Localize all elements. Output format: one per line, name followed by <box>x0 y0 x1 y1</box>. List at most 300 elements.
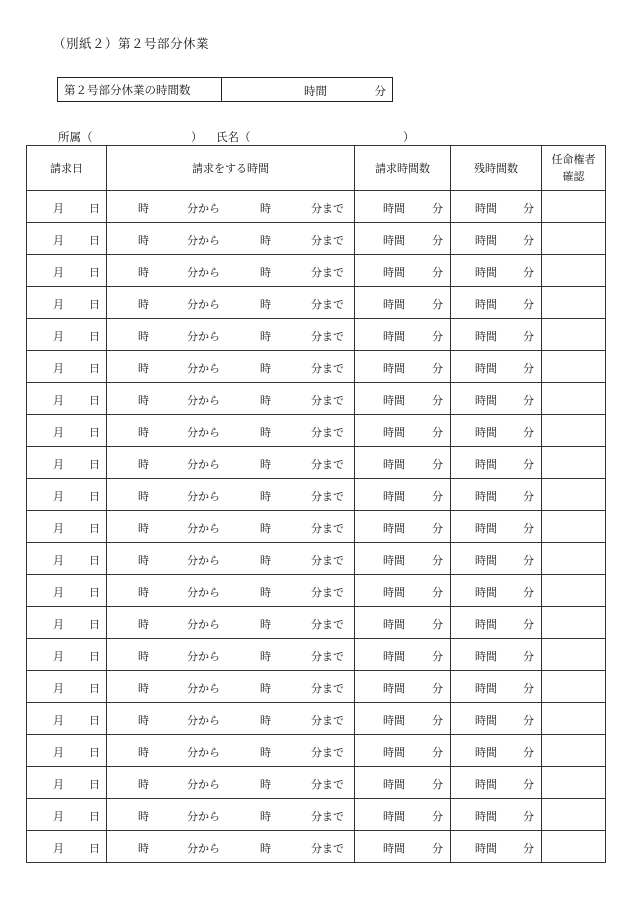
request-hours-unit: 時間 <box>383 586 405 599</box>
summary-box <box>57 77 393 102</box>
request-time-cell[interactable] <box>107 415 355 447</box>
request-time-cell[interactable] <box>107 447 355 479</box>
day-unit: 日 <box>89 586 100 599</box>
confirm-cell[interactable] <box>542 703 606 735</box>
request-minutes-unit: 分 <box>432 458 443 471</box>
request-date-cell[interactable] <box>27 735 107 767</box>
month-unit: 月 <box>53 842 64 855</box>
request-hours-cell[interactable] <box>355 607 451 639</box>
end-minute-unit: 分まで <box>311 554 344 567</box>
remaining-minutes-unit: 分 <box>523 618 534 631</box>
start-minute-unit: 分から <box>187 778 220 791</box>
request-minutes-unit: 分 <box>432 266 443 279</box>
confirm-cell[interactable] <box>542 223 606 255</box>
remaining-minutes-unit: 分 <box>523 682 534 695</box>
header-request-hours: 請求時間数 <box>355 146 451 191</box>
start-minute-unit: 分から <box>187 682 220 695</box>
month-unit: 月 <box>53 586 64 599</box>
remaining-hours-unit: 時間 <box>475 458 497 471</box>
request-time-cell[interactable] <box>107 383 355 415</box>
request-date-cell[interactable] <box>27 511 107 543</box>
confirm-cell[interactable] <box>542 479 606 511</box>
end-hour-unit: 時 <box>260 810 271 823</box>
remaining-hours-unit: 時間 <box>475 234 497 247</box>
request-hours-cell[interactable] <box>355 703 451 735</box>
request-date-cell[interactable] <box>27 319 107 351</box>
start-hour-unit: 時 <box>138 330 149 343</box>
remaining-hours-cell[interactable] <box>451 703 542 735</box>
month-unit: 月 <box>53 554 64 567</box>
end-minute-unit: 分まで <box>311 234 344 247</box>
request-hours-cell[interactable] <box>355 735 451 767</box>
request-hours-cell[interactable] <box>355 415 451 447</box>
request-hours-cell[interactable] <box>355 671 451 703</box>
remaining-hours-unit: 時間 <box>475 426 497 439</box>
request-hours-cell[interactable] <box>355 255 451 287</box>
confirm-cell[interactable] <box>542 671 606 703</box>
request-time-cell[interactable] <box>107 671 355 703</box>
remaining-hours-unit: 時間 <box>475 554 497 567</box>
start-minute-unit: 分から <box>187 362 220 375</box>
request-date-cell[interactable] <box>27 255 107 287</box>
confirm-cell[interactable] <box>542 383 606 415</box>
request-hours-unit: 時間 <box>383 522 405 535</box>
table-row <box>27 383 606 415</box>
remaining-hours-unit: 時間 <box>475 522 497 535</box>
end-minute-unit: 分まで <box>311 394 344 407</box>
request-date-cell[interactable] <box>27 767 107 799</box>
request-date-cell[interactable] <box>27 639 107 671</box>
request-time-cell[interactable] <box>107 511 355 543</box>
month-unit: 月 <box>53 746 64 759</box>
table-row <box>27 415 606 447</box>
day-unit: 日 <box>89 362 100 375</box>
summary-minutes-unit: 分 <box>374 84 386 98</box>
remaining-minutes-unit: 分 <box>523 330 534 343</box>
month-unit: 月 <box>53 458 64 471</box>
remaining-minutes-unit: 分 <box>523 554 534 567</box>
end-hour-unit: 時 <box>260 266 271 279</box>
confirm-cell[interactable] <box>542 287 606 319</box>
start-minute-unit: 分から <box>187 490 220 503</box>
remaining-hours-cell[interactable] <box>451 383 542 415</box>
remaining-hours-cell[interactable] <box>451 543 542 575</box>
end-minute-unit: 分まで <box>311 810 344 823</box>
table-row <box>27 767 606 799</box>
request-hours-cell[interactable] <box>355 543 451 575</box>
remaining-hours-cell[interactable] <box>451 767 542 799</box>
request-hours-cell[interactable] <box>355 351 451 383</box>
remaining-hours-unit: 時間 <box>475 714 497 727</box>
day-unit: 日 <box>89 746 100 759</box>
request-minutes-unit: 分 <box>432 810 443 823</box>
request-time-cell[interactable] <box>107 319 355 351</box>
start-hour-unit: 時 <box>138 458 149 471</box>
request-hours-unit: 時間 <box>383 298 405 311</box>
confirm-cell[interactable] <box>542 831 606 863</box>
remaining-hours-cell[interactable] <box>451 255 542 287</box>
remaining-minutes-unit: 分 <box>523 810 534 823</box>
table-row <box>27 799 606 831</box>
start-minute-unit: 分から <box>187 810 220 823</box>
start-hour-unit: 時 <box>138 298 149 311</box>
request-time-cell[interactable] <box>107 191 355 223</box>
start-hour-unit: 時 <box>138 618 149 631</box>
start-hour-unit: 時 <box>138 746 149 759</box>
end-hour-unit: 時 <box>260 714 271 727</box>
confirm-cell[interactable] <box>542 351 606 383</box>
start-minute-unit: 分から <box>187 746 220 759</box>
start-hour-unit: 時 <box>138 810 149 823</box>
request-time-cell[interactable] <box>107 223 355 255</box>
request-hours-cell[interactable] <box>355 223 451 255</box>
day-unit: 日 <box>89 458 100 471</box>
remaining-minutes-unit: 分 <box>523 266 534 279</box>
end-minute-unit: 分まで <box>311 426 344 439</box>
request-hours-unit: 時間 <box>383 554 405 567</box>
request-date-cell[interactable] <box>27 703 107 735</box>
day-unit: 日 <box>89 202 100 215</box>
table-row <box>27 191 606 223</box>
day-unit: 日 <box>89 650 100 663</box>
start-minute-unit: 分から <box>187 330 220 343</box>
remaining-hours-cell[interactable] <box>451 799 542 831</box>
request-hours-unit: 時間 <box>383 458 405 471</box>
start-hour-unit: 時 <box>138 394 149 407</box>
request-hours-unit: 時間 <box>383 714 405 727</box>
start-minute-unit: 分から <box>187 618 220 631</box>
end-minute-unit: 分まで <box>311 618 344 631</box>
confirm-cell[interactable] <box>542 447 606 479</box>
month-unit: 月 <box>53 682 64 695</box>
request-minutes-unit: 分 <box>432 394 443 407</box>
day-unit: 日 <box>89 778 100 791</box>
request-hours-cell[interactable] <box>355 383 451 415</box>
confirm-cell[interactable] <box>542 575 606 607</box>
table-row <box>27 223 606 255</box>
start-minute-unit: 分から <box>187 234 220 247</box>
day-unit: 日 <box>89 682 100 695</box>
start-minute-unit: 分から <box>187 394 220 407</box>
end-minute-unit: 分まで <box>311 298 344 311</box>
table-row <box>27 479 606 511</box>
remaining-minutes-unit: 分 <box>523 458 534 471</box>
confirm-cell[interactable] <box>542 415 606 447</box>
end-hour-unit: 時 <box>260 842 271 855</box>
request-time-cell[interactable] <box>107 831 355 863</box>
end-hour-unit: 時 <box>260 586 271 599</box>
request-date-cell[interactable] <box>27 383 107 415</box>
day-unit: 日 <box>89 330 100 343</box>
start-minute-unit: 分から <box>187 650 220 663</box>
request-hours-cell[interactable] <box>355 287 451 319</box>
request-date-cell[interactable] <box>27 799 107 831</box>
request-date-cell[interactable] <box>27 479 107 511</box>
confirm-cell[interactable] <box>542 255 606 287</box>
start-minute-unit: 分から <box>187 554 220 567</box>
request-time-cell[interactable] <box>107 543 355 575</box>
request-date-cell[interactable] <box>27 191 107 223</box>
start-minute-unit: 分から <box>187 298 220 311</box>
day-unit: 日 <box>89 266 100 279</box>
remaining-hours-unit: 時間 <box>475 682 497 695</box>
request-hours-cell[interactable] <box>355 767 451 799</box>
table-row <box>27 511 606 543</box>
end-minute-unit: 分まで <box>311 842 344 855</box>
end-minute-unit: 分まで <box>311 586 344 599</box>
end-hour-unit: 時 <box>260 490 271 503</box>
affiliation-label: 所属（ <box>58 130 93 144</box>
request-hours-cell[interactable] <box>355 831 451 863</box>
remaining-hours-cell[interactable] <box>451 351 542 383</box>
start-minute-unit: 分から <box>187 522 220 535</box>
header-request-date: 請求日 <box>27 146 107 191</box>
remaining-hours-cell[interactable] <box>451 639 542 671</box>
start-hour-unit: 時 <box>138 234 149 247</box>
end-hour-unit: 時 <box>260 554 271 567</box>
remaining-hours-unit: 時間 <box>475 618 497 631</box>
remaining-hours-cell[interactable] <box>451 831 542 863</box>
header-confirm-line1: 任命権者 <box>551 153 596 166</box>
request-minutes-unit: 分 <box>432 234 443 247</box>
request-hours-unit: 時間 <box>383 202 405 215</box>
start-minute-unit: 分から <box>187 842 220 855</box>
confirm-cell[interactable] <box>542 511 606 543</box>
remaining-hours-cell[interactable] <box>451 319 542 351</box>
request-minutes-unit: 分 <box>432 330 443 343</box>
request-hours-cell[interactable] <box>355 639 451 671</box>
request-minutes-unit: 分 <box>432 522 443 535</box>
request-hours-cell[interactable] <box>355 319 451 351</box>
request-hours-cell[interactable] <box>355 479 451 511</box>
confirm-cell[interactable] <box>542 799 606 831</box>
remaining-hours-unit: 時間 <box>475 842 497 855</box>
request-hours-cell[interactable] <box>355 575 451 607</box>
remaining-hours-cell[interactable] <box>451 607 542 639</box>
request-hours-cell[interactable] <box>355 799 451 831</box>
confirm-cell[interactable] <box>542 639 606 671</box>
end-hour-unit: 時 <box>260 682 271 695</box>
request-hours-cell[interactable] <box>355 447 451 479</box>
confirm-cell[interactable] <box>542 735 606 767</box>
end-minute-unit: 分まで <box>311 714 344 727</box>
end-hour-unit: 時 <box>260 394 271 407</box>
request-minutes-unit: 分 <box>432 202 443 215</box>
remaining-hours-cell[interactable] <box>451 735 542 767</box>
day-unit: 日 <box>89 298 100 311</box>
request-date-cell[interactable] <box>27 415 107 447</box>
table-row <box>27 447 606 479</box>
request-date-cell[interactable] <box>27 575 107 607</box>
remaining-minutes-unit: 分 <box>523 522 534 535</box>
end-hour-unit: 時 <box>260 618 271 631</box>
remaining-hours-unit: 時間 <box>475 490 497 503</box>
table-row <box>27 351 606 383</box>
confirm-cell[interactable] <box>542 191 606 223</box>
month-unit: 月 <box>53 714 64 727</box>
remaining-hours-cell[interactable] <box>451 575 542 607</box>
start-minute-unit: 分から <box>187 426 220 439</box>
start-minute-unit: 分から <box>187 714 220 727</box>
start-hour-unit: 時 <box>138 586 149 599</box>
remaining-minutes-unit: 分 <box>523 650 534 663</box>
end-hour-unit: 時 <box>260 778 271 791</box>
remaining-hours-unit: 時間 <box>475 586 497 599</box>
start-minute-unit: 分から <box>187 266 220 279</box>
request-time-cell[interactable] <box>107 287 355 319</box>
end-minute-unit: 分まで <box>311 330 344 343</box>
month-unit: 月 <box>53 522 64 535</box>
request-minutes-unit: 分 <box>432 298 443 311</box>
request-minutes-unit: 分 <box>432 490 443 503</box>
name-close: ） <box>403 130 415 144</box>
remaining-hours-cell[interactable] <box>451 191 542 223</box>
header-remaining-hours: 残時間数 <box>451 146 542 191</box>
month-unit: 月 <box>53 394 64 407</box>
request-hours-unit: 時間 <box>383 426 405 439</box>
remaining-minutes-unit: 分 <box>523 234 534 247</box>
remaining-hours-unit: 時間 <box>475 394 497 407</box>
month-unit: 月 <box>53 330 64 343</box>
request-minutes-unit: 分 <box>432 426 443 439</box>
start-hour-unit: 時 <box>138 650 149 663</box>
end-minute-unit: 分まで <box>311 778 344 791</box>
request-time-cell[interactable] <box>107 575 355 607</box>
end-minute-unit: 分まで <box>311 746 344 759</box>
request-hours-cell[interactable] <box>355 511 451 543</box>
remaining-hours-cell[interactable] <box>451 287 542 319</box>
confirm-cell[interactable] <box>542 607 606 639</box>
start-hour-unit: 時 <box>138 266 149 279</box>
table-body <box>27 191 606 863</box>
end-hour-unit: 時 <box>260 234 271 247</box>
end-hour-unit: 時 <box>260 746 271 759</box>
month-unit: 月 <box>53 810 64 823</box>
request-date-cell[interactable] <box>27 671 107 703</box>
end-hour-unit: 時 <box>260 426 271 439</box>
summary-value-field[interactable] <box>222 78 392 101</box>
day-unit: 日 <box>89 842 100 855</box>
confirm-cell[interactable] <box>542 767 606 799</box>
remaining-hours-cell[interactable] <box>451 511 542 543</box>
document-title: （別紙２）第２号部分休業 <box>53 36 210 51</box>
request-hours-unit: 時間 <box>383 266 405 279</box>
start-hour-unit: 時 <box>138 202 149 215</box>
request-time-cell[interactable] <box>107 735 355 767</box>
request-hours-unit: 時間 <box>383 746 405 759</box>
end-minute-unit: 分まで <box>311 490 344 503</box>
request-date-cell[interactable] <box>27 543 107 575</box>
month-unit: 月 <box>53 202 64 215</box>
start-hour-unit: 時 <box>138 522 149 535</box>
confirm-cell[interactable] <box>542 543 606 575</box>
confirm-cell[interactable] <box>542 319 606 351</box>
request-time-cell[interactable] <box>107 607 355 639</box>
request-date-cell[interactable] <box>27 287 107 319</box>
table-row <box>27 671 606 703</box>
month-unit: 月 <box>53 490 64 503</box>
end-hour-unit: 時 <box>260 362 271 375</box>
end-minute-unit: 分まで <box>311 458 344 471</box>
remaining-hours-unit: 時間 <box>475 202 497 215</box>
remaining-hours-cell[interactable] <box>451 415 542 447</box>
start-hour-unit: 時 <box>138 842 149 855</box>
request-time-cell[interactable] <box>107 767 355 799</box>
request-hours-unit: 時間 <box>383 330 405 343</box>
month-unit: 月 <box>53 618 64 631</box>
remaining-minutes-unit: 分 <box>523 202 534 215</box>
table-row <box>27 639 606 671</box>
request-date-cell[interactable] <box>27 351 107 383</box>
remaining-hours-cell[interactable] <box>451 671 542 703</box>
day-unit: 日 <box>89 522 100 535</box>
request-date-cell[interactable] <box>27 223 107 255</box>
request-date-cell[interactable] <box>27 447 107 479</box>
end-minute-unit: 分まで <box>311 202 344 215</box>
day-unit: 日 <box>89 810 100 823</box>
header-confirm <box>542 146 606 191</box>
remaining-hours-unit: 時間 <box>475 778 497 791</box>
day-unit: 日 <box>89 618 100 631</box>
remaining-hours-unit: 時間 <box>475 330 497 343</box>
day-unit: 日 <box>89 426 100 439</box>
remaining-hours-cell[interactable] <box>451 223 542 255</box>
month-unit: 月 <box>53 234 64 247</box>
request-minutes-unit: 分 <box>432 714 443 727</box>
remaining-minutes-unit: 分 <box>523 778 534 791</box>
request-hours-unit: 時間 <box>383 618 405 631</box>
request-hours-unit: 時間 <box>383 394 405 407</box>
end-minute-unit: 分まで <box>311 522 344 535</box>
month-unit: 月 <box>53 426 64 439</box>
day-unit: 日 <box>89 714 100 727</box>
name-label: 氏名（ <box>216 130 251 144</box>
header-request-time: 請求をする時間 <box>107 146 355 191</box>
request-hours-cell[interactable] <box>355 191 451 223</box>
month-unit: 月 <box>53 778 64 791</box>
start-minute-unit: 分から <box>187 202 220 215</box>
request-hours-unit: 時間 <box>383 234 405 247</box>
request-minutes-unit: 分 <box>432 746 443 759</box>
request-hours-unit: 時間 <box>383 810 405 823</box>
remaining-hours-cell[interactable] <box>451 479 542 511</box>
end-minute-unit: 分まで <box>311 266 344 279</box>
remaining-hours-cell[interactable] <box>451 447 542 479</box>
request-minutes-unit: 分 <box>432 778 443 791</box>
start-hour-unit: 時 <box>138 714 149 727</box>
start-hour-unit: 時 <box>138 554 149 567</box>
request-minutes-unit: 分 <box>432 842 443 855</box>
request-date-cell[interactable] <box>27 607 107 639</box>
request-date-cell[interactable] <box>27 831 107 863</box>
request-hours-unit: 時間 <box>383 650 405 663</box>
table-row <box>27 287 606 319</box>
request-time-cell[interactable] <box>107 255 355 287</box>
start-hour-unit: 時 <box>138 778 149 791</box>
request-time-cell[interactable] <box>107 639 355 671</box>
table-row <box>27 607 606 639</box>
table-row <box>27 831 606 863</box>
remaining-minutes-unit: 分 <box>523 426 534 439</box>
month-unit: 月 <box>53 362 64 375</box>
request-time-cell[interactable] <box>107 703 355 735</box>
table-row <box>27 703 606 735</box>
request-time-cell[interactable] <box>107 479 355 511</box>
start-hour-unit: 時 <box>138 682 149 695</box>
request-hours-unit: 時間 <box>383 682 405 695</box>
request-time-cell[interactable] <box>107 799 355 831</box>
request-time-cell[interactable] <box>107 351 355 383</box>
